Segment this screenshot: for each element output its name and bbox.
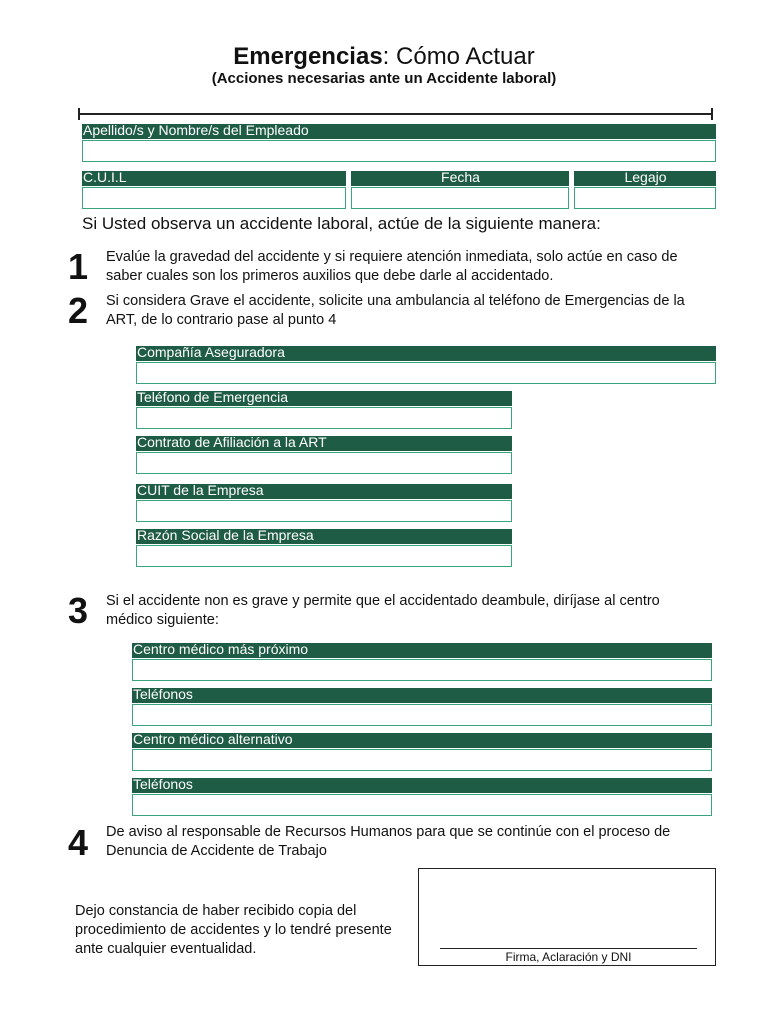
- file-input[interactable]: [574, 187, 716, 209]
- phones-1-input[interactable]: [132, 704, 712, 726]
- phones-2-label: Teléfonos: [132, 778, 712, 793]
- step-4-text: De aviso al responsable de Recursos Humanos para que se continúe con el proceso de Denuncia de Accidente de Trabajo: [106, 824, 671, 859]
- cuit-field: [136, 484, 512, 522]
- date-label: Fecha: [351, 171, 569, 186]
- employee-name-field: [82, 124, 716, 162]
- alt-center-field: [132, 733, 712, 771]
- title-rest: : Cómo Actuar: [382, 43, 535, 70]
- phones-2-input[interactable]: [132, 794, 712, 816]
- nearest-center-field: [132, 643, 712, 681]
- step-4-number: 4: [68, 822, 89, 863]
- cuit-input[interactable]: [136, 500, 512, 522]
- date-input[interactable]: [351, 187, 569, 209]
- contract-label: Contrato de Afiliación a la ART: [136, 436, 512, 451]
- title-bold: Emergencias: [233, 43, 383, 70]
- nearest-center-label: Centro médico más próximo: [132, 643, 712, 658]
- step-2-number: 2: [68, 290, 89, 331]
- phones-1-field: [132, 688, 712, 726]
- cuil-label: C.U.I.L: [82, 171, 346, 186]
- step-2-text: Si considera Grave el accidente, solicite una ambulancia al teléfono de Emergencias de la ART, de lo contrario pase al punto 4: [106, 293, 685, 328]
- step-3-text: Si el accidente non es grave y permite que el accidentado deambule, diríjase al centro médico siguiente:: [106, 593, 660, 628]
- cuil-field: [82, 171, 346, 209]
- emergency-phone-field: [136, 391, 512, 429]
- cuit-label: CUIT de la Empresa: [136, 484, 512, 499]
- step-3-number: 3: [68, 590, 89, 631]
- cuil-input[interactable]: [82, 187, 346, 209]
- alt-center-label: Centro médico alternativo: [132, 733, 712, 748]
- signature-line: [440, 948, 697, 949]
- company-name-input[interactable]: [136, 545, 512, 567]
- employee-name-label: Apellido/s y Nombre/s del Empleado: [82, 124, 716, 139]
- company-name-label: Razón Social de la Empresa: [136, 529, 512, 544]
- step-1-number: 1: [68, 246, 89, 287]
- company-name-field: [136, 529, 512, 567]
- insurer-label: Compañía Aseguradora: [136, 346, 716, 361]
- nearest-center-input[interactable]: [132, 659, 712, 681]
- intro-text: Si Usted observa un accidente laboral, actúe de la siguiente manera:: [82, 214, 601, 233]
- phones-1-label: Teléfonos: [132, 688, 712, 703]
- file-field: [574, 171, 716, 209]
- phones-2-field: [132, 778, 712, 816]
- file-label: Legajo: [574, 171, 716, 186]
- contract-input[interactable]: [136, 452, 512, 474]
- contract-field: [136, 436, 512, 474]
- page-title: [0, 43, 768, 71]
- declaration-text: Dejo constancia de haber recibido copia del procedimiento de accidentes y lo tendré presente ante cualquier eventualidad.: [75, 903, 392, 957]
- employee-name-input[interactable]: [82, 140, 716, 162]
- header-divider: [78, 113, 713, 115]
- page-subtitle: (Acciones necesarias ante un Accidente laboral): [211, 70, 557, 87]
- alt-center-input[interactable]: [132, 749, 712, 771]
- signature-caption: Firma, Aclaración y DNI: [505, 950, 632, 964]
- step-1-text: Evalúe la gravedad del accidente y si requiere atención inmediata, solo actúe en caso de saber cuales son los primeros auxilios que debe darle al accidentado.: [106, 249, 678, 284]
- emergency-phone-label: Teléfono de Emergencia: [136, 391, 512, 406]
- insurer-field: [136, 346, 716, 384]
- date-field: [351, 171, 569, 209]
- insurer-input[interactable]: [136, 362, 716, 384]
- emergency-phone-input[interactable]: [136, 407, 512, 429]
